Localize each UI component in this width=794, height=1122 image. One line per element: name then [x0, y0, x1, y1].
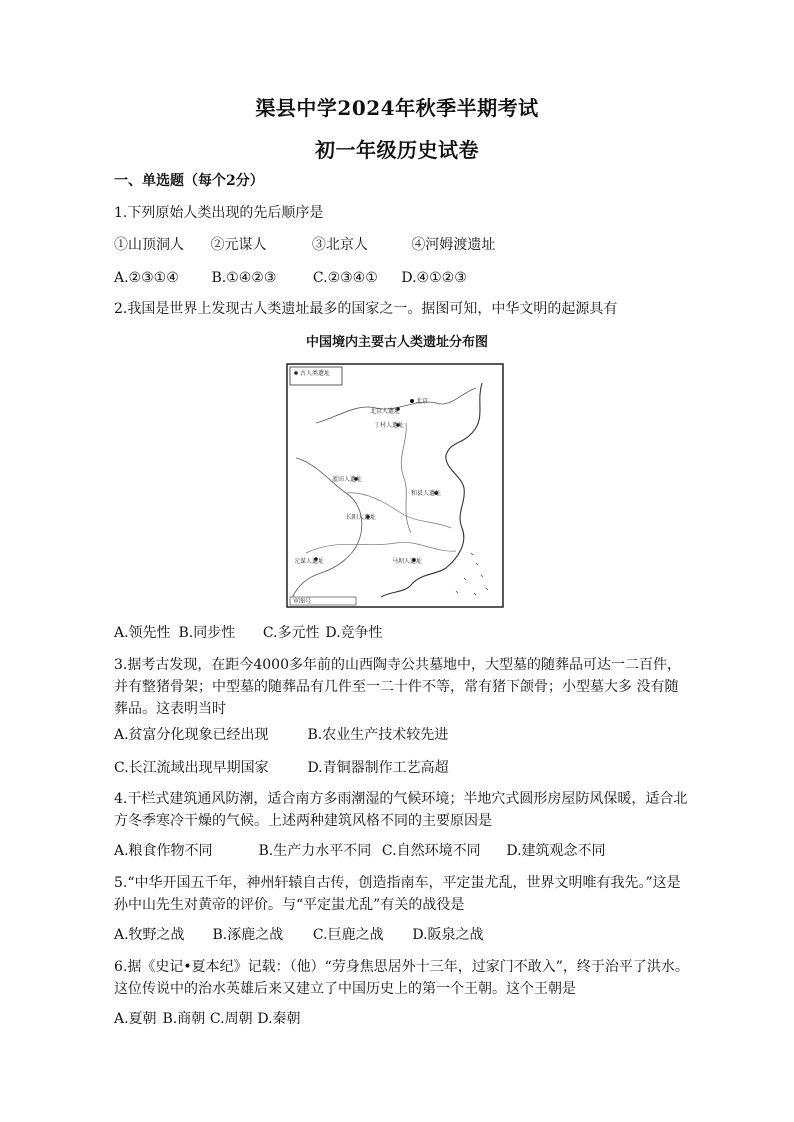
question-3-stem: 3.据考古发现，在距今4000多年前的山西陶寺公共墓地中，大型墓的随葬品可达一二百件，并有整猪骨架；中型墓的随葬品有几件至一二十件不等，常有猪下颌骨；小型墓大多 没有随葬品。这表明当时	[114, 657, 681, 717]
q2-option-d[interactable]: D.竞争性	[325, 625, 383, 641]
question-6-options	[114, 1008, 301, 1030]
map-legend: 古人类遗址	[300, 370, 331, 377]
q4-option-d[interactable]: D.建筑观念不同	[506, 843, 606, 859]
ancient-sites-map	[286, 363, 504, 608]
q1-option-d[interactable]: D.④①②③	[401, 270, 467, 286]
question-1-stem: 1.下列原始人类出现的先后顺序是	[114, 205, 324, 221]
map-label-beijing: 北京	[416, 398, 429, 405]
question-2-stem: 2.我国是世界上发现古人类遗址最多的国家之一。据图可知，中华文明的起源具有	[114, 301, 618, 317]
q6-option-b[interactable]: B.商朝	[162, 1011, 206, 1027]
q2-option-a[interactable]: A.领先性	[114, 625, 171, 641]
question-3-options-row2	[114, 757, 449, 779]
exam-title: 渠县中学2024年秋季半期考试	[255, 96, 539, 120]
q2-option-c[interactable]: C.多元性	[262, 625, 320, 641]
question-4-stem: 4.干栏式建筑通风防潮，适合南方多雨潮湿的气候环境；半地穴式圆形房屋防风保暖，适合北方冬季寒冷干燥的气候。上述两种建筑风格不同的主要原因是	[114, 791, 688, 829]
exam-subtitle: 初一年级历史试卷	[315, 138, 479, 162]
q3-option-c[interactable]: C.长江流域出现早期国家	[114, 760, 269, 776]
map-note: 审图号	[293, 598, 312, 605]
q5-option-c[interactable]: C.巨鹿之战	[312, 927, 384, 943]
q5-option-b[interactable]: B.涿鹿之战	[212, 927, 284, 943]
map-label-yuanmou: 元谋人遗址	[294, 558, 325, 565]
q1-item: ①山顶洞人	[114, 237, 184, 253]
q1-item: ②元谋人	[210, 237, 267, 253]
map-label-lantian: 蓝田人遗址	[332, 476, 363, 483]
question-3-options-row1	[114, 724, 448, 746]
q4-option-b[interactable]: B.生产力水平不同	[258, 843, 372, 859]
question-6-stem: 6.据《史记•夏本纪》记载：（他）“劳身焦思居外十三年，过家门不敢入”，终于治平了洪水。这位传说中的治水英雄后来又建立了中国历史上的第一个王朝。这个王朝是	[114, 959, 689, 997]
q6-option-d[interactable]: D.秦朝	[257, 1011, 301, 1027]
question-1-items	[114, 234, 495, 256]
q1-item: ④河姆渡遗址	[411, 237, 496, 253]
q1-option-a[interactable]: A.②③①④	[114, 270, 179, 286]
q6-option-a[interactable]: A.夏朝	[114, 1011, 157, 1027]
q4-option-a[interactable]: A.粮食作物不同	[114, 843, 213, 859]
q3-option-d[interactable]: D.青铜器制作工艺高超	[307, 760, 449, 776]
q6-option-c[interactable]: C.周朝	[209, 1011, 253, 1027]
q3-option-a[interactable]: A.贫富分化现象已经出现	[114, 727, 269, 743]
q1-item: ③北京人	[311, 237, 368, 253]
q3-option-b[interactable]: B.农业生产技术较先进	[307, 727, 449, 743]
q1-option-b[interactable]: B.①④②③	[211, 270, 277, 286]
q5-option-d[interactable]: D.阪泉之战	[412, 927, 484, 943]
q5-option-a[interactable]: A.牧野之战	[114, 927, 185, 943]
question-5-options	[114, 924, 484, 946]
map-label-dingcun: 丁村人遗址	[374, 422, 405, 429]
q4-option-c[interactable]: C.自然环境不同	[381, 843, 481, 859]
question-5-stem: 5.“中华开国五千年，神州轩辕自古传，创造指南车，平定蚩尤乱，世界文明唯有我先。”这是孙中山先生对黄帝的评价。与“平定蚩尤乱”有关的战役是	[114, 875, 681, 913]
map-label-changyang: 长阳人遗址	[346, 514, 377, 521]
q1-option-c[interactable]: C.②③④①	[312, 270, 378, 286]
map-label-hexian: 和县人遗址	[411, 490, 442, 497]
map-label-zhoukoudian: 北京人遗址	[370, 408, 401, 415]
map-label-maba: 马坝人遗址	[392, 558, 423, 565]
question-2-options	[114, 622, 383, 644]
map-title: 中国境内主要古人类遗址分布图	[305, 335, 488, 350]
section-heading: 一、单选题（每个2分）	[114, 173, 264, 189]
question-1-options	[114, 267, 467, 289]
q2-option-b[interactable]: B.同步性	[178, 625, 236, 641]
question-4-options	[114, 840, 606, 862]
